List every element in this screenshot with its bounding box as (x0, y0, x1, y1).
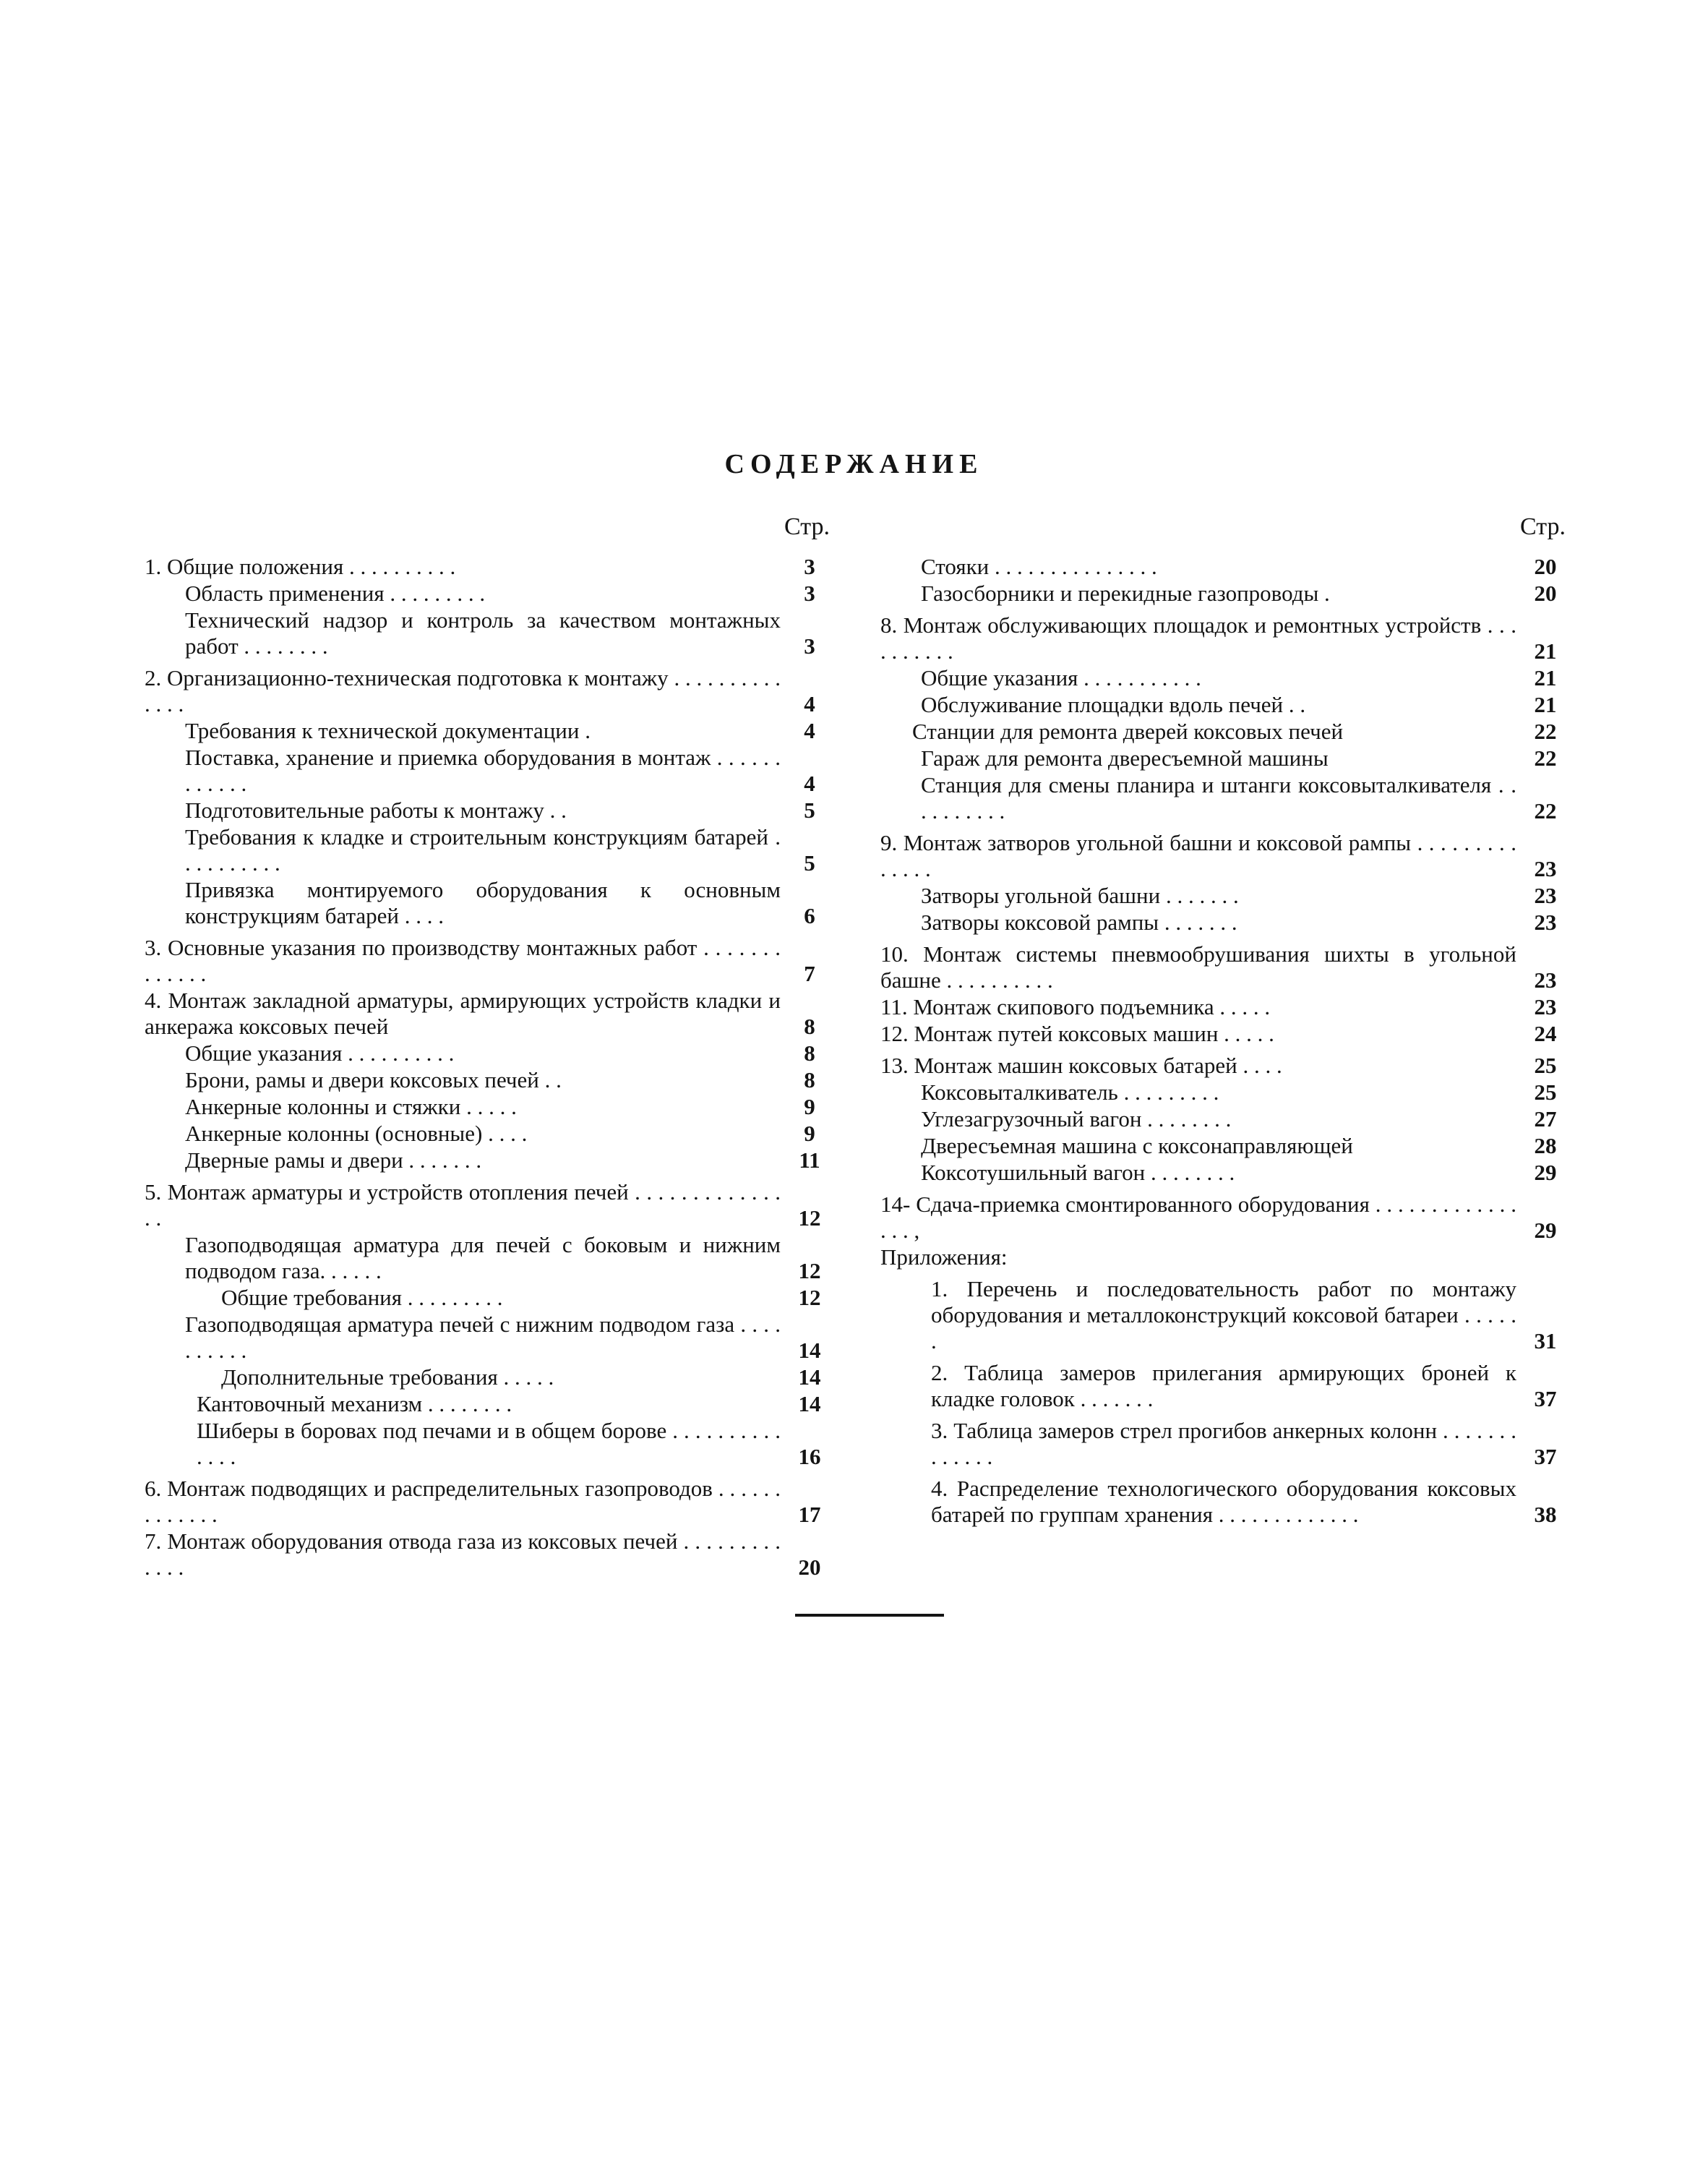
toc-entry-page: 16 (798, 1444, 821, 1469)
toc-entry-page: 4 (804, 691, 815, 717)
toc-entry-title: Затворы коксовой рампы . . . . . . . (921, 910, 1237, 935)
toc-entry (145, 824, 838, 876)
toc-entry-page: 3 (804, 554, 815, 579)
toc-entry (880, 1053, 1574, 1079)
toc-entry-page: 28 (1534, 1133, 1557, 1158)
toc-entry-page: 37 (1534, 1386, 1557, 1411)
toc-entry-title: Дополнительные требования . . . . . (221, 1364, 554, 1390)
toc-entry-page: 23 (1534, 910, 1557, 935)
toc-entry (880, 554, 1574, 580)
end-rule (795, 1614, 944, 1617)
toc-entry-page: 3 (804, 633, 815, 659)
toc-entry-title: Обслуживание площадки вдоль печей . . (921, 692, 1306, 717)
toc-entry (880, 612, 1574, 664)
toc-entry-title: Приложения: (880, 1244, 1008, 1270)
toc-entry (145, 1094, 838, 1120)
toc-entry-title: Дверные рамы и двери . . . . . . . (185, 1147, 482, 1173)
toc-entry (880, 745, 1574, 771)
toc-entry (880, 665, 1574, 691)
toc-entry (145, 1312, 838, 1364)
toc-entry-title: 5. Монтаж арматуры и устройств отопления печей . . . . . . . . . . . . . . . (145, 1179, 781, 1231)
toc-entry (880, 1192, 1574, 1244)
toc-entry (145, 1179, 838, 1231)
toc-entry-page: 11 (799, 1147, 820, 1173)
toc-entry-page: 29 (1534, 1160, 1557, 1185)
toc-entry-page: 22 (1534, 745, 1557, 771)
toc-entry-page: 12 (798, 1258, 821, 1283)
toc-entry-title: 3. Таблица замеров стрел прогибов анкерных колонн . . . . . . . . . . . . . (931, 1418, 1516, 1469)
toc-entry-title: Анкерные колонны и стяжки . . . . . (185, 1094, 517, 1119)
toc-entry-title: Подготовительные работы к монтажу . . (185, 797, 567, 823)
toc-entry-page: 12 (798, 1205, 821, 1231)
toc-entry (145, 554, 838, 580)
toc-entry-title: Требования к технической документации . (185, 718, 591, 743)
toc-entry (880, 941, 1574, 993)
toc-entry-page: 25 (1534, 1079, 1557, 1105)
toc-entry-page: 29 (1534, 1218, 1557, 1243)
toc-entry (145, 935, 838, 987)
toc-entry-page: 20 (1534, 554, 1557, 579)
toc-entry-title: 13. Монтаж машин коксовых батарей . . . . (880, 1053, 1282, 1078)
toc-entry (880, 1133, 1574, 1159)
toc-entry (880, 1079, 1574, 1105)
toc-entry (145, 1418, 838, 1470)
toc-entry (880, 1106, 1574, 1132)
toc-entry (145, 665, 838, 717)
toc-entry-title: Станции для ремонта дверей коксовых печей (912, 719, 1344, 744)
toc-entry (880, 719, 1574, 745)
toc-entry-page: 21 (1534, 638, 1557, 664)
toc-entry (145, 1528, 838, 1581)
toc-entry-title: Общие указания . . . . . . . . . . (185, 1040, 455, 1066)
toc-entry-page: 12 (798, 1285, 821, 1310)
toc-entry-title: Углезагрузочный вагон . . . . . . . . (921, 1106, 1232, 1132)
toc-entry (145, 1121, 838, 1147)
toc-entry-title: Газосборники и перекидные газопроводы . (921, 581, 1330, 606)
toc-entry-title: 7. Монтаж оборудования отвода газа из коксовых печей . . . . . . . . . . . . . (145, 1528, 781, 1580)
toc-entry-page: 27 (1534, 1106, 1557, 1132)
page-column-label: Стр. (784, 513, 830, 540)
toc-entry-page: 5 (804, 797, 815, 823)
toc-entry-title: Газоподводящая арматура для печей с боковым и нижним подводом газа. . . . . . (185, 1232, 781, 1283)
toc-right-column (880, 506, 1574, 1528)
toc-entry-page: 6 (804, 903, 815, 928)
toc-entry-page: 22 (1534, 719, 1557, 744)
toc-entry (145, 1285, 838, 1311)
toc-entry-page: 4 (804, 718, 815, 743)
toc-entry (880, 1160, 1574, 1186)
page-column-label: Стр. (1519, 513, 1566, 540)
toc-entry (145, 1476, 838, 1528)
toc-entry-title: Газоподводящая арматура печей с нижним подводом газа . . . . . . . . . . (185, 1312, 781, 1363)
toc-entry-title: 4. Распределение технологического оборудования коксовых батарей по группам хранения . . . . . . . . . . . . . (931, 1476, 1516, 1527)
toc-entry-title: Общие требования . . . . . . . . . (221, 1285, 503, 1310)
toc-entry-page: 8 (804, 1040, 815, 1066)
toc-entry (145, 1232, 838, 1284)
toc-entry-page: 5 (804, 850, 815, 876)
toc-entry (145, 745, 838, 797)
toc-entry (880, 1360, 1574, 1412)
toc-entry-page: 20 (1534, 581, 1557, 606)
toc-entry (145, 1364, 838, 1390)
toc-entry-title: Требования к кладке и строительным конструкциям батарей . . . . . . . . . . (185, 824, 781, 876)
toc-entry-title: 2. Таблица замеров прилегания армирующих броней к кладке головок . . . . . . . (931, 1360, 1516, 1411)
toc-entry-title: 4. Монтаж закладной арматуры, армирующих устройств кладки и анкеража коксовых печей (145, 988, 781, 1039)
toc-entry-title: Поставка, хранение и приемка оборудования в монтаж . . . . . . . . . . . . (185, 745, 781, 796)
toc-entry-title: Брони, рамы и двери коксовых печей . . (185, 1067, 562, 1092)
toc-entry-page: 8 (804, 1067, 815, 1092)
toc-entry-title: Кантовочный механизм . . . . . . . . (197, 1391, 512, 1416)
toc-entry (145, 581, 838, 607)
toc-entry-title: Технический надзор и контроль за качеством монтажных работ . . . . . . . . (185, 607, 781, 659)
toc-entry-title: Коксотушильный вагон . . . . . . . . (921, 1160, 1235, 1185)
toc-entry-page: 22 (1534, 798, 1557, 824)
toc-entry (880, 883, 1574, 909)
toc-entry-page: 14 (798, 1338, 821, 1363)
toc-entry (145, 1067, 838, 1093)
toc-entry-title: 14- Сдача-приемка смонтированного оборудования . . . . . . . . . . . . . . . . , (880, 1192, 1516, 1243)
toc-entry (145, 988, 838, 1040)
toc-entry-page: 7 (804, 961, 815, 986)
toc-entry-page: 4 (804, 771, 815, 796)
toc-entry-title: 6. Монтаж подводящих и распределительных газопроводов . . . . . . . . . . . . . (145, 1476, 781, 1527)
toc-entry-page: 23 (1534, 994, 1557, 1019)
toc-entry-title: 10. Монтаж системы пневмообрушивания шихты в угольной башне . . . . . . . . . . (880, 941, 1516, 993)
toc-entry-title: Станция для смены планира и штанги коксовыталкивателя . . . . . . . . . . (921, 772, 1516, 824)
toc-entry-title: Область применения . . . . . . . . . (185, 581, 486, 606)
toc-entry (880, 1418, 1574, 1470)
toc-entry-page: 9 (804, 1121, 815, 1146)
toc-entry (880, 994, 1574, 1020)
toc-entry-title: 12. Монтаж путей коксовых машин . . . . . (880, 1021, 1274, 1046)
toc-entry-title: 9. Монтаж затворов угольной башни и коксовой рампы . . . . . . . . . . . . . . (880, 830, 1516, 881)
toc-entry-page: 24 (1534, 1021, 1557, 1046)
toc-entry (145, 1391, 838, 1417)
toc-entry-title: Анкерные колонны (основные) . . . . (185, 1121, 528, 1146)
page-title: СОДЕРЖАНИЕ (724, 449, 984, 479)
toc-entry (880, 772, 1574, 824)
toc-entry-page: 23 (1534, 883, 1557, 908)
toc-entry-page: 20 (798, 1554, 821, 1580)
toc-entry-title: 11. Монтаж скипового подъемника . . . . . (880, 994, 1271, 1019)
toc-entry (880, 910, 1574, 936)
toc-entry (880, 692, 1574, 718)
toc-entry-title: Стояки . . . . . . . . . . . . . . . (921, 554, 1157, 579)
toc-entry-title: Привязка монтируемого оборудования к основным конструкциям батарей . . . . (185, 877, 781, 928)
toc-entry (880, 1244, 1574, 1270)
toc-entry-title: Затворы угольной башни . . . . . . . (921, 883, 1239, 908)
toc-entry-page: 9 (804, 1094, 815, 1119)
toc-entry-page: 38 (1534, 1502, 1557, 1527)
toc-entry-page: 14 (798, 1391, 821, 1416)
toc-entry-page: 23 (1534, 856, 1557, 881)
toc-entry (145, 1147, 838, 1173)
toc-entry-title: 8. Монтаж обслуживающих площадок и ремонтных устройств . . . . . . . . . . (880, 612, 1516, 664)
toc-entry-page: 21 (1534, 665, 1557, 690)
toc-entry-title: 1. Перечень и последовательность работ по монтажу оборудования и металлоконструкций коксовой батареи . . . . . . (931, 1276, 1516, 1353)
toc-entry (880, 1021, 1574, 1047)
toc-entry-title: 2. Организационно-техническая подготовка к монтажу . . . . . . . . . . . . . . (145, 665, 781, 717)
toc-entry-page: 21 (1534, 692, 1557, 717)
toc-entry-page: 31 (1534, 1328, 1557, 1353)
toc-entry-title: Шиберы в боровах под печами и в общем борове . . . . . . . . . . . . . . (197, 1418, 781, 1469)
toc-entry-page: 37 (1534, 1444, 1557, 1469)
toc-entry (880, 1476, 1574, 1528)
toc-entry-title: Общие указания . . . . . . . . . . . (921, 665, 1201, 690)
toc-entry-title: 1. Общие положения . . . . . . . . . . (145, 554, 456, 579)
toc-entry-page: 14 (798, 1364, 821, 1390)
toc-entry (145, 797, 838, 824)
toc-entry (145, 877, 838, 929)
toc-entry (145, 607, 838, 659)
toc-entry-page: 23 (1534, 967, 1557, 993)
toc-left-entries (145, 554, 838, 1581)
toc-entry (145, 718, 838, 744)
toc-entry (880, 830, 1574, 882)
toc-entry (880, 581, 1574, 607)
toc-entry-title: Коксовыталкиватель . . . . . . . . . (921, 1079, 1219, 1105)
toc-entry-title: 3. Основные указания по производству монтажных работ . . . . . . . . . . . . . (145, 935, 781, 986)
toc-entry-page: 17 (798, 1502, 821, 1527)
toc-entry-page: 8 (804, 1014, 815, 1039)
toc-right-entries (880, 554, 1574, 1528)
toc-entry-page: 3 (804, 581, 815, 606)
toc-entry-title: Двересъемная машина с коксонаправляющей (921, 1133, 1353, 1158)
toc-entry (880, 1276, 1574, 1354)
toc-left-column (145, 506, 838, 1581)
toc-entry (145, 1040, 838, 1066)
toc-entry-page: 25 (1534, 1053, 1557, 1078)
toc-entry-title: Гараж для ремонта двересъемной машины (921, 745, 1329, 771)
